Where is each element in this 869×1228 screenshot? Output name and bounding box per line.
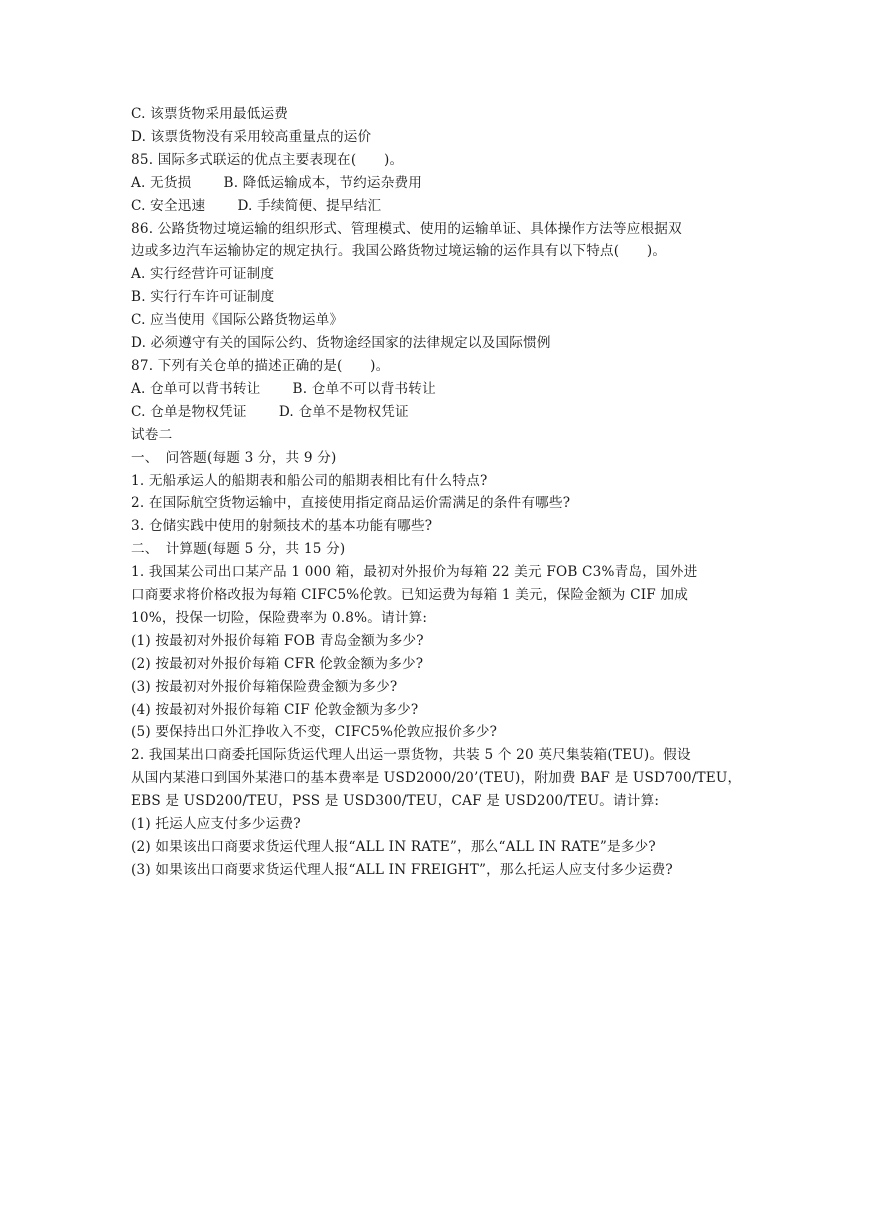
text-line: C. 应当使用《国际公路货物运单》 [131, 312, 344, 329]
text-line: (1) 按最初对外报价每箱 FOB 青岛金额为多少? [131, 632, 424, 649]
text-line: (2) 如果该出口商要求货运代理人报“ALL IN RATE”，那么“ALL IN RATE”是多少? [131, 839, 656, 855]
text-line: 2. 在国际航空货物运输中，直接使用指定商品运价需满足的条件有哪些? [131, 495, 571, 512]
text-line: D. 该票货物没有采用较高重量点的运价 [131, 128, 372, 145]
text-line: D. 必须遵守有关的国际公约、货物途经国家的法律规定以及国际惯例 [131, 335, 551, 352]
text-line: EBS 是 USD200/TEU，PSS 是 USD300/TEU，CAF 是 USD200/TEU。请计算: [131, 793, 660, 810]
text-line: 口商要求将价格改报为每箱 CIFC5%伦敦。已知运费为每箱 1 美元，保险金额为 CIF 加成 [131, 587, 689, 604]
text-line: C. 安全迅速 D. 手续简便、提早结汇 [131, 197, 382, 214]
text-line: A. 仓单可以背书转让 B. 仓单不可以背书转让 [131, 380, 436, 397]
text-line: A. 无货损 B. 降低运输成本，节约运杂费用 [131, 174, 423, 191]
text-line: A. 实行经营许可证制度 [131, 266, 275, 283]
text-line: 试卷二 [131, 426, 173, 443]
text-line: 1. 我国某公司出口某产品 1 000 箱，最初对外报价为每箱 22 美元 FOB C3%青岛，国外进 [131, 564, 698, 581]
document-body [131, 103, 742, 882]
text-line: 3. 仓储实践中使用的射频技术的基本功能有哪些? [131, 518, 433, 535]
text-line: (3) 按最初对外报价每箱保险费金额为多少? [131, 678, 398, 695]
text-line: (2) 按最初对外报价每箱 CFR 伦敦金额为多少? [131, 655, 424, 672]
text-line: (3) 如果该出口商要求货运代理人报“ALL IN FREIGHT”，那么托运人应支付多少运费? [131, 861, 673, 878]
text-line: B. 实行行车许可证制度 [131, 289, 275, 306]
text-line: 10%，投保一切险，保险费率为 0.8%。请计算: [131, 609, 428, 626]
text-line: 从国内某港口到国外某港口的基本费率是 USD2000/20’(TEU)，附加费 BAF 是 USD700/TEU， [131, 770, 742, 787]
text-line: C. 该票货物采用最低运费 [131, 106, 289, 122]
text-line: 87. 下列有关仓单的描述正确的是( )。 [131, 357, 390, 374]
text-line: 一、 问答题(每题 3 分，共 9 分) [131, 449, 337, 466]
text-line: (4) 按最初对外报价每箱 CIF 伦敦金额为多少? [131, 701, 419, 718]
text-line: 二、 计算题(每题 5 分，共 15 分) [131, 541, 346, 558]
text-line: 1. 无船承运人的船期表和船公司的船期表相比有什么特点? [131, 472, 488, 489]
text-line: 边或多边汽车运输协定的规定执行。我国公路货物过境运输的运作具有以下特点( )。 [131, 243, 667, 260]
text-line: 2. 我国某出口商委托国际货运代理人出运一票货物，共装 5 个 20 英尺集装箱(TEU)。假设 [131, 747, 691, 764]
text-line: C. 仓单是物权凭证 D. 仓单不是物权凭证 [131, 403, 409, 420]
text-line: 85. 国际多式联运的优点主要表现在( )。 [131, 151, 404, 168]
text-line: 86. 公路货物过境运输的组织形式、管理模式、使用的运输单证、具体操作方法等应根据双 [131, 220, 682, 237]
text-line: (5) 要保持出口外汇挣收入不变，CIFC5%伦敦应报价多少? [131, 724, 498, 741]
text-line: (1) 托运人应支付多少运费? [131, 816, 301, 833]
